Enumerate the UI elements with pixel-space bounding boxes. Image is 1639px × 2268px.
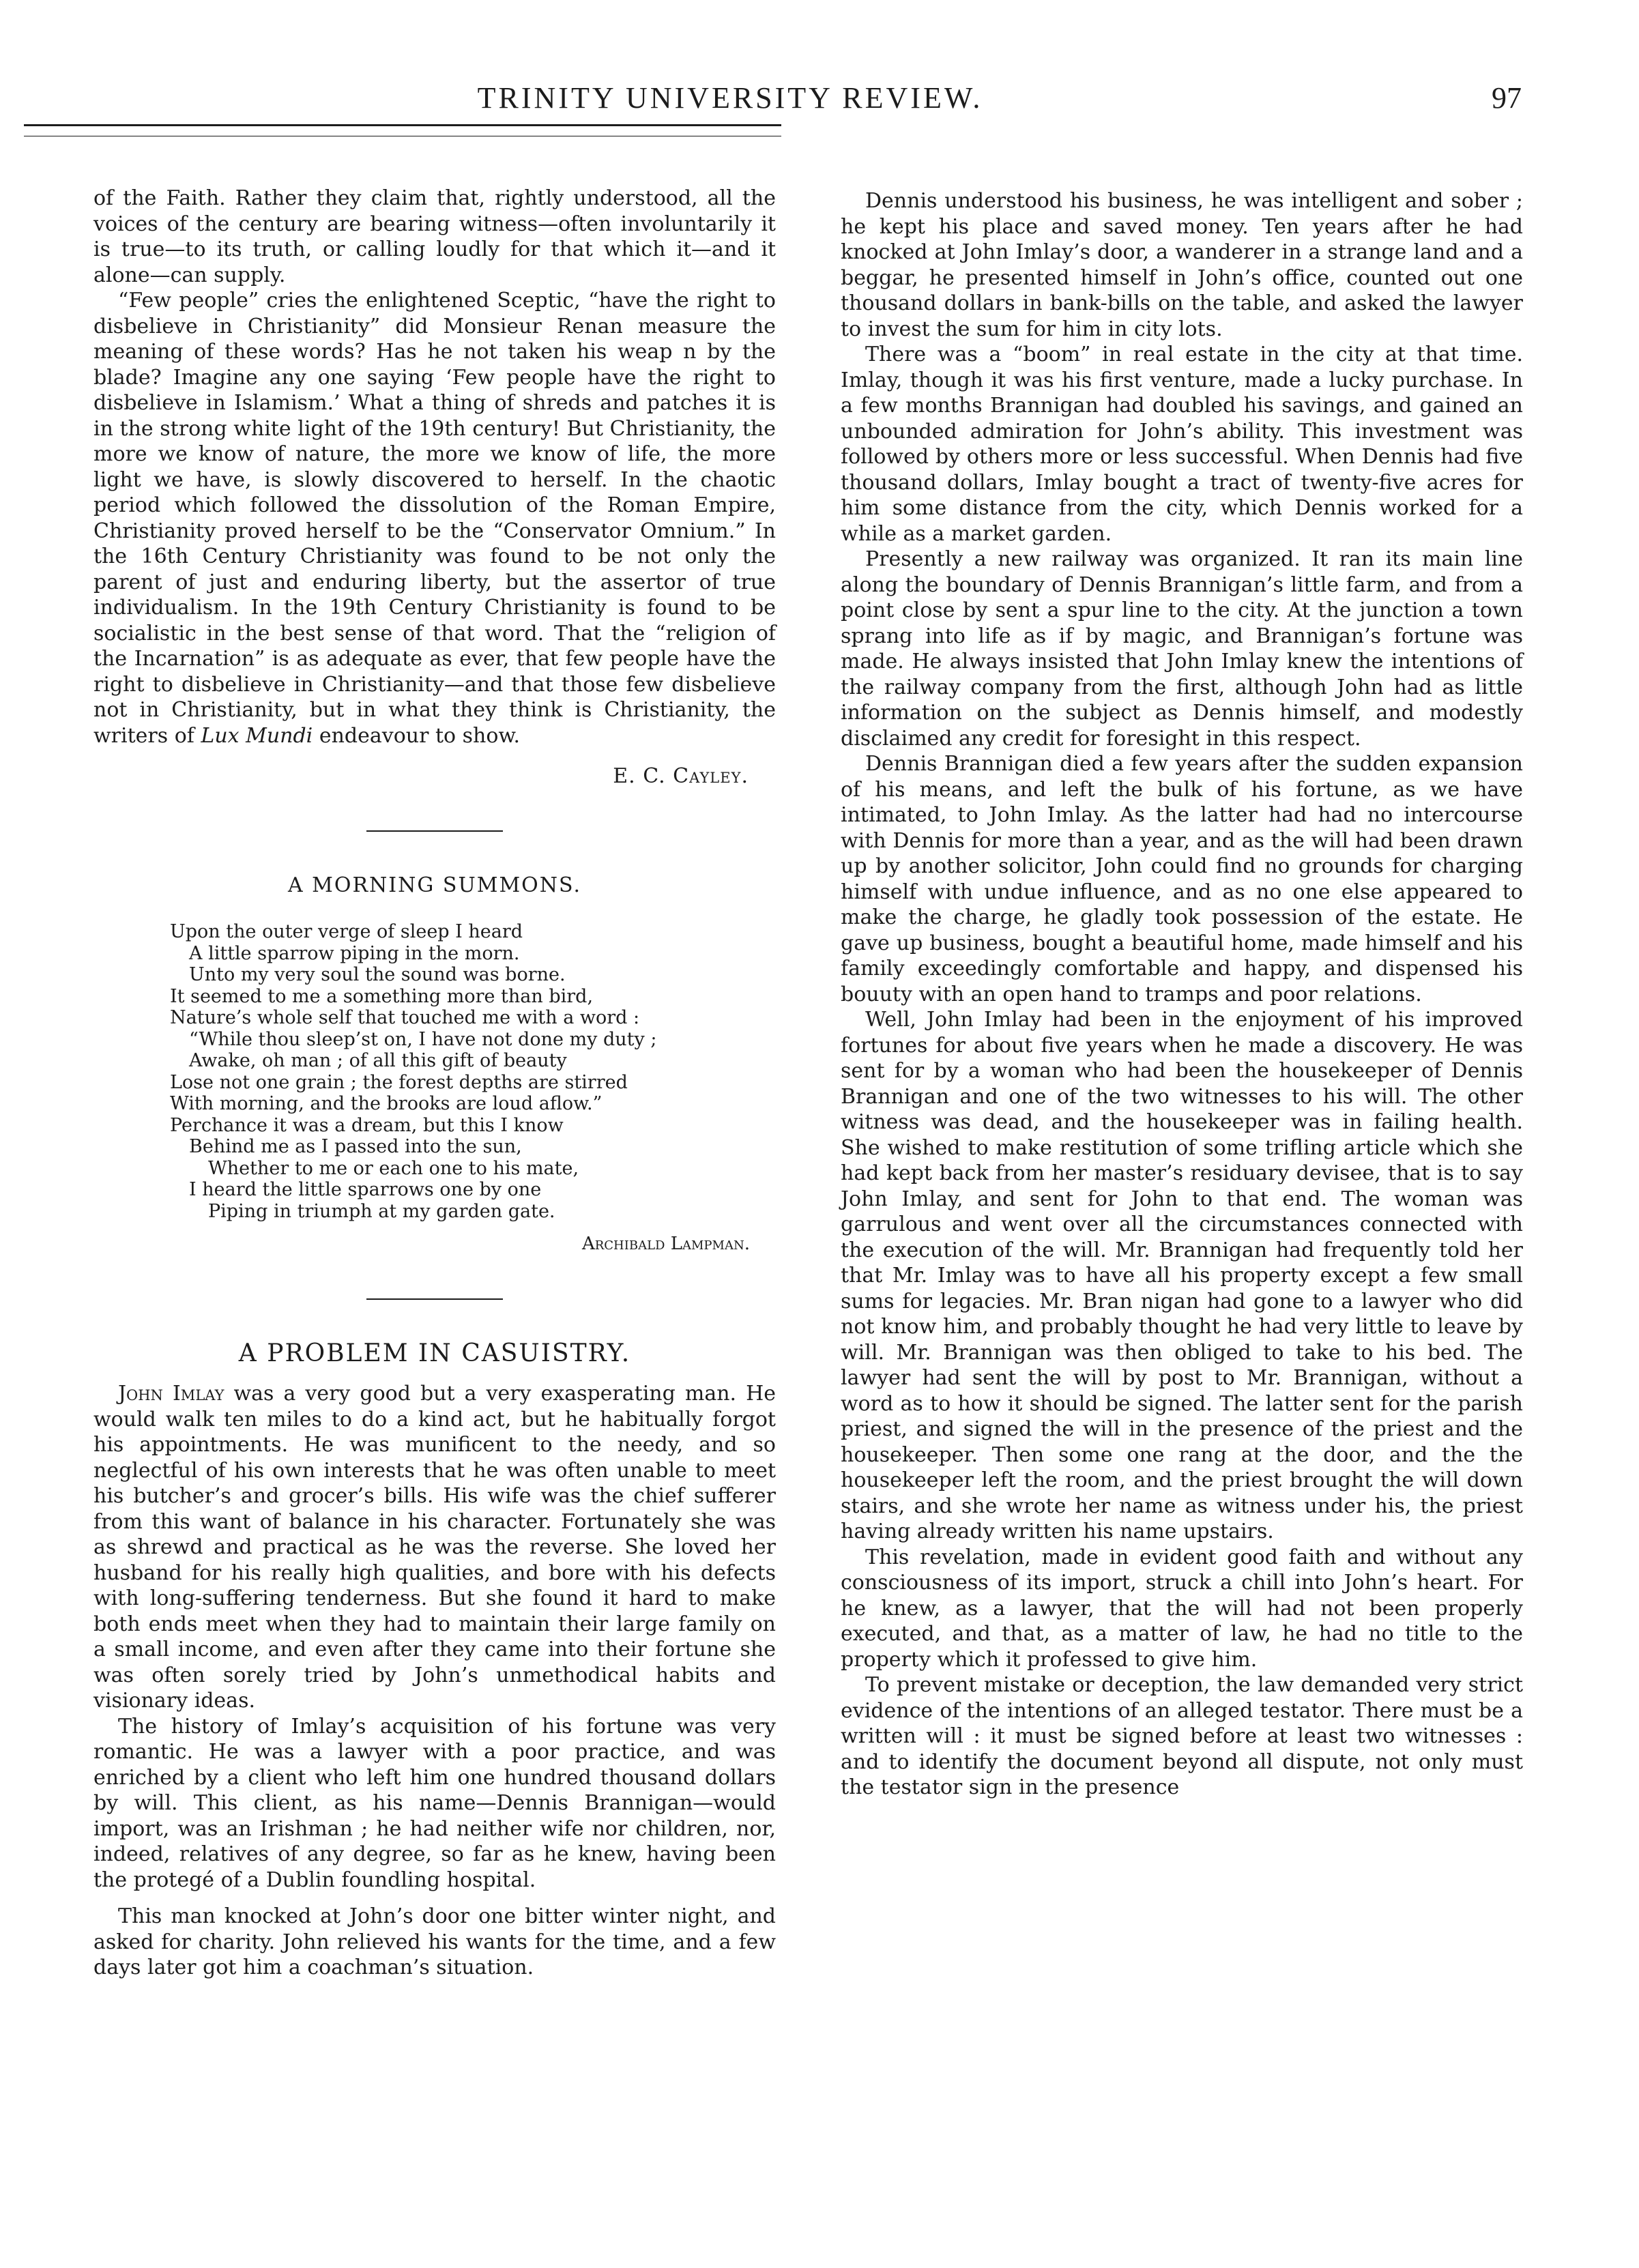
essay-signature: E. C. Cayley. — [613, 764, 749, 788]
essay-paragraph-text: “Few people” cries the enlightened Sceptic, “have the right to disbelieve in Christianity” did Monsieur Renan measure the meaning of these words? Has he not taken his weap n by the blade? Imagine any one saying ‘Few people have the right to disbelieve in Islamism.’ What a thing of shreds and patches it is in the strong white light of the 19th century! But Christianity, the more we know of nature, the more we know of life, the more light we have, is slowly discovered to herself. In the chaotic period which followed the dissolution of the Roman Empire, Christianity proved herself to be the “Conservator Omnium.” In the 16th Century Christianity was found to be not only the parent of just and enduring liberty, but the assertor of true individualism. In the 19th Century Christianity is found to be socialistic in the best sense of that word. That the “religion of the Incarnation” is as adequate as ever, that few people have the right to disbelieve in Christianity—and that those few disbelieve not in Christianity, but in what they think is Christianity, the writers of — [93, 289, 776, 748]
article-paragraph: This revelation, made in evident good faith and without any consciousness of its import, struck a chill into John’s heart. For he knew, as a lawyer, that the will had not been properly executed, and that, as a matter of law, he had no title to the property which it professed to give him. — [841, 1545, 1523, 1672]
article-opening-name: John Imlay — [118, 1382, 224, 1406]
section-divider — [366, 1298, 503, 1300]
essay-paragraph — [93, 288, 776, 748]
article-paragraph: Well, John Imlay had been in the enjoyment of his improved fortunes for about five years when he made a discovery. He was sent for by a woman who had been the housekeeper of Dennis Brannigan and one of the two witnesses to his will. The other witness was dead, and the housekeeper was in failing health. She wished to make restitution of some trifling article which she had kept back from her master’s residuary devisee, that is to say John Imlay, and sent for John to that end. The woman was garrulous and went over all the circumstances connected with the execution of the will. Mr. Brannigan had frequently told her that Mr. Imlay was to have all his property except a few small sums for legacies. Mr. Bran nigan had gone to a lawyer who did not know him, and probably thought he had very little to leave by will. Mr. Brannigan was then obliged to take to his bed. The lawyer had sent the will by post to Mr. Brannigan, without a word as to how it should be signed. The latter sent for the parish priest, and signed the will in the presence of the priest and the housekeeper. Then some one rang at the door, and the the housekeeper left the room, and the priest brought the will down stairs, and she wrote her name as witness under his, the priest having already written his name upstairs. — [841, 1008, 1523, 1543]
poem-line: Nature’s whole self that touched me with a word : — [170, 1007, 640, 1028]
poem-line: Whether to me or each one to his mate, — [208, 1157, 579, 1179]
poem-title: A MORNING SUMMONS. — [287, 873, 582, 897]
poem-line: I heard the little sparrows one by one — [189, 1179, 542, 1200]
article-paragraph: Dennis Brannigan died a few years after the sudden expansion of his means, and left the bulk of his fortune, as we have intimated, to John Imlay. As the latter had had no intercourse with Dennis for more than a year, and as the will had been drawn up by another solicitor, John could find no grounds for charging himself with undue influence, and as no one else appeared to make the charge, he gladly took possession of the estate. He gave up business, bought a beautiful home, made himself and his family exceedingly comfortable and happy, and dispensed his bouuty with an open hand to tramps and poor relations. — [841, 752, 1523, 1006]
page-number: 97 — [1492, 81, 1522, 115]
poem-author: Archibald Lampman. — [581, 1234, 750, 1254]
poem-line: A little sparrow piping in the morn. — [189, 942, 520, 964]
article-paragraph: There was a “boom” in real estate in the city at that time. Imlay, though it was his first venture, made a lucky purchase. In a few months Brannigan had doubled his savings, and gained an unbounded admiration for John’s ability. This investment was followed by others more or less successful. When Dennis had five thousand dollars, Imlay bought a tract of twenty-five acres for him some distance from the city, which Dennis worked for a while as a market garden. — [841, 343, 1523, 546]
article-title: A PROBLEM IN CASUISTRY. — [238, 1339, 631, 1367]
section-divider — [366, 830, 503, 832]
article-paragraph: Dennis understood his business, he was intelligent and sober ; he kept his place and saved money. Ten years after he had knocked at John Imlay’s door, a wanderer in a strange land and a beggar, he presented himself in John’s office, counted out one thousand dollars in bank-bills on the table, and asked the lawyer to invest the sum for him in city lots. — [841, 189, 1523, 341]
poem-line: Awake, oh man ; of all this gift of beauty — [189, 1050, 567, 1071]
lux-mundi-title: Lux Mundi — [201, 723, 313, 748]
poem-line: Unto my very soul the sound was borne. — [189, 964, 566, 985]
left-column — [93, 186, 776, 1981]
article-paragraph-text: was a very good but a very exasperating man. He would walk ten miles to do a kind act, but he habitually forgot his appointments. He was munificent to the needy, and so neglectful of his own interests that he was often unable to meet his butcher’s and grocer’s bills. His wife was the chief sufferer from this want of balance in his character. Fortunately she was as shrewd and practical as he was the reverse. She loved her husband for his really high qualities, and bore with his defects with long-suffering tenderness. But she found it hard to make both ends meet when they had to maintain their large family on a small income, and even after they came into their fortune she was often sorely tried by John’s unmethodical habits and visionary ideas. — [93, 1382, 777, 1713]
paragraph-gap — [93, 1893, 776, 1904]
poem-line: Behind me as I passed into the sun, — [189, 1136, 522, 1157]
poem-line: “While thou sleep’st on, I have not done my duty ; — [189, 1028, 657, 1050]
poem-line: It seemed to me a something more than bird, — [170, 985, 594, 1007]
poem-line: Lose not one grain ; the forest depths are stirred — [170, 1071, 628, 1093]
poem-line: Perchance it was a dream, but this I know — [170, 1114, 564, 1136]
header-rule — [24, 124, 781, 136]
running-title: TRINITY UNIVERSITY REVIEW. — [477, 81, 983, 115]
poem-line: With morning, and the brooks are loud aflow.” — [170, 1093, 603, 1114]
article-paragraph: To prevent mistake or deception, the law demanded very strict evidence of the intentions of an alleged testator. There must be a written will : it must be signed before at least two witnesses : and to identify the document beyond all dispute, not only must the testator sign in the presence — [841, 1673, 1523, 1799]
essay-end-text: endeavour to show. — [319, 723, 521, 748]
article-paragraph: This man knocked at John’s door one bitter winter night, and asked for charity. John relieved his wants for the time, and a few days later got him a coachman’s situation. — [93, 1904, 776, 1979]
right-column — [841, 188, 1523, 1801]
poem-line: Piping in triumph at my garden gate. — [208, 1200, 555, 1222]
article-paragraph: The history of Imlay’s acquisition of his fortune was very romantic. He was a lawyer with a poor practice, and was enriched by a client who left him one hundred thousand dollars by will. This client, as his name—Dennis Brannigan—would import, was an Irishman ; he had neither wife nor children, nor, indeed, relatives of any degree, so far as he knew, having been the protegé of a Dublin foundling hospital. — [93, 1714, 776, 1892]
article-paragraph — [93, 1381, 776, 1714]
poem-line: Upon the outer verge of sleep I heard — [170, 921, 523, 942]
essay-paragraph: of the Faith. Rather they claim that, rightly understood, all the voices of the century are bearing witness—often involuntarily it is true—to its truth, or calling loudly for that which it—and it alone—can supply. — [93, 186, 776, 287]
poem — [93, 921, 776, 1222]
article-paragraph: Presently a new railway was organized. It ran its main line along the boundary of Dennis Brannigan’s little farm, and from a point close by sent a spur line to the city. At the junction a town sprang into life as if by magic, and Brannigan’s fortune was made. He always insisted that John Imlay knew the intentions of the railway company from the first, although John had as little information on the subject as Dennis himself, and modestly disclaimed any credit for foresight in this respect. — [841, 547, 1523, 751]
